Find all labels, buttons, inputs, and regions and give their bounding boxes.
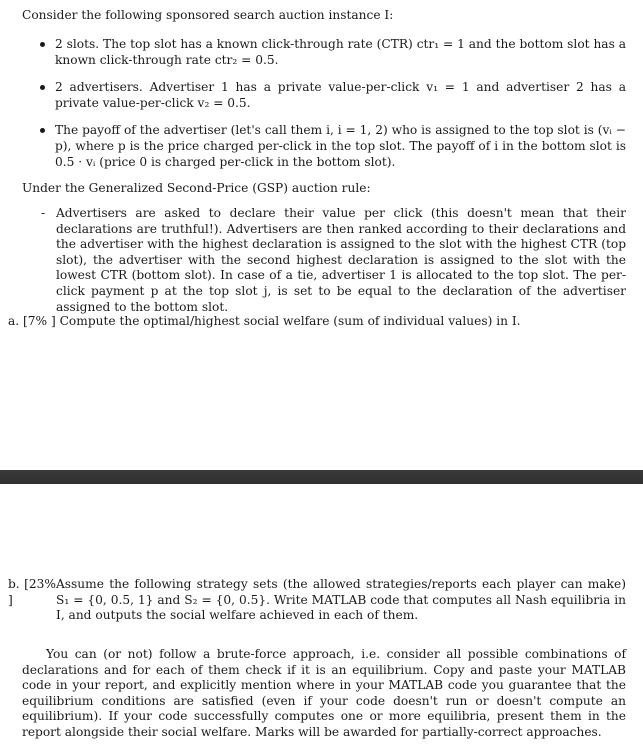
bullet-text: The payoff of the advertiser (let's call them i, i = 1, 2) who is assigned to the top slot is (vᵢ − p), where p is the price charged per-click in the top slot. The payoff of i in the bottom slot is 0.5 · vᵢ (price 0 is charged per-click in the bottom slot). bbox=[55, 123, 626, 169]
dash-icon: - bbox=[41, 206, 46, 220]
bullet-list bbox=[40, 37, 626, 182]
question-b-instructions: You can (or not) follow a brute-force approach, i.e. consider all possible combinations of declarations and for each of them check if it is an equilibrium. Copy and paste your MATLAB code in your report, and explicitly mention where in your MATLAB code you guarantee that the equilibrium conditions are satisfied (even if your code doesn't run or doesn't compute an equilibrium). If your code successfully computes one or more equilibria, present them in the report alongside their social welfare. Marks will be awarded for partially-correct approaches. bbox=[22, 647, 626, 739]
gsp-heading: Under the Generalized Second-Price (GSP) auction rule: bbox=[22, 181, 371, 195]
question-b bbox=[8, 577, 626, 624]
bullet-dot-icon bbox=[40, 128, 45, 133]
list-item bbox=[40, 80, 626, 111]
list-item bbox=[40, 123, 626, 170]
bullet-dot-icon bbox=[40, 42, 45, 47]
page-divider bbox=[0, 470, 643, 484]
question-a: a. [7% ] Compute the optimal/highest social welfare (sum of individual values) in I. bbox=[8, 314, 521, 328]
question-b-label: b. [23% ] bbox=[8, 577, 56, 607]
intro-text: Consider the following sponsored search auction instance I: bbox=[22, 8, 394, 22]
bullet-dot-icon bbox=[40, 85, 45, 90]
question-b-text: Assume the following strategy sets (the allowed strategies/reports each player can make) S₁ = {0, 0.5, 1} and S₂ = {0, 0.5}. Write MATLAB code that computes all Nash equilibria in I, and outputs the social welfare achieved in each of them. bbox=[56, 577, 626, 623]
list-item bbox=[40, 37, 626, 68]
gsp-rule-text: Advertisers are asked to declare their value per click (this doesn't mean that their declarations are truthful!). Advertisers are then ranked according to their declarations and the advertiser with the highest declaration is assigned to the slot with the highest CTR (top slot), the advertiser with the second highest declaration is assigned to the slot with the lowest CTR (bottom slot). In case of a tie, advertiser 1 is allocated to the top slot. The per-click payment p at the top slot j, is set to be equal to the declaration of the advertiser assigned to the bottom slot. bbox=[56, 206, 626, 314]
bullet-text: 2 advertisers. Advertiser 1 has a private value-per-click v₁ = 1 and advertiser 2 has a private value-per-click v₂ = 0.5. bbox=[55, 80, 626, 110]
gsp-rule-item bbox=[41, 206, 626, 315]
bullet-text: 2 slots. The top slot has a known click-through rate (CTR) ctr₁ = 1 and the bottom slot has a known click-through rate ctr₂ = 0.5. bbox=[55, 37, 626, 67]
